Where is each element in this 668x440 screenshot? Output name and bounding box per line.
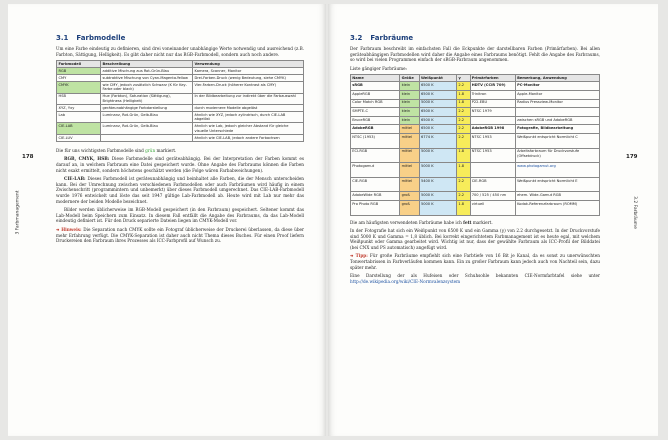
whitepoint-cell: 5000 K [419, 192, 456, 201]
bold-lead: CIE-LAB: [64, 176, 86, 182]
gamma-cell: 2.2 [457, 82, 470, 91]
table-row [57, 123, 304, 134]
name-cell: Pro Photo RGB [351, 200, 400, 215]
description-cell: geräteunabhängige Farbdarstellung [101, 105, 193, 112]
text-span: markiert. [155, 147, 177, 153]
gamma-cell: 1.8 [457, 148, 470, 163]
page-number: 179 [626, 154, 638, 160]
model-name-cell: CMY [57, 75, 101, 82]
intro-paragraph: Der Farbraum beschreibt im einfachsten Fall die Eckpunkte der darstellbaren Farben (Primärfarben). Bei allen geräteabhängigen Farbmodellen wird daher die Angabe eines Farbraums benötigt. Fehlt die Angabe des Farbraums, so wird bei vielen Programmen einfach der sRGB-Farbraum angenommen. [350, 46, 600, 63]
table-row [351, 148, 600, 163]
right-page [328, 4, 658, 436]
table-row [351, 82, 600, 91]
table-row [351, 99, 600, 108]
name-cell: Color Match RGB [351, 99, 400, 108]
gamma-cell: 2.2 [457, 116, 470, 125]
bold-note [350, 220, 600, 226]
tip-text: Für große Farbräume empfiehlt sich eine Farbtiefe von 16 Bit je Kanal, da es sonst zu unerwünschten Tonwertabrissen in Farbverläufen kommen kann. Ein zu großer Farbraum kann jedoch auch von Nachteil sein, dazu später mehr. [350, 253, 600, 270]
left-content [56, 34, 304, 247]
name-cell: BruceRGB [351, 116, 400, 125]
running-head: 3.2 Farbräume [631, 196, 637, 229]
primaries-cell: P22-EBU [470, 99, 515, 108]
remark-cell: www.photogamut.org [515, 163, 599, 178]
gamma-cell: 2.2 [457, 192, 470, 201]
table-row [351, 116, 600, 125]
size-cell: klein [400, 116, 419, 125]
primaries-cell: HDTV (CCIR 709) [470, 82, 515, 91]
primaries-cell: CIE-RGB [470, 177, 515, 192]
primaries-cell [470, 116, 515, 125]
text-span: Die für uns wichtigsten Farbmodelle sind [56, 147, 146, 153]
size-cell: mittel [400, 125, 419, 134]
hint-text: Die Separation nach CMYK sollte ein Fotograf üblicherweise der Druckerei überlassen, da diese über mehr Erfahrung verfügt. Die CMYK-Separation ist daher auch nicht Thema dieses Buches. Für einen Proof liefern Druckereien den Farbraum ihres Prozesses als ICC-Farbprofil auf Wunsch zu. [56, 226, 304, 244]
table-row [57, 134, 304, 141]
bold-lead: RGB, CMYK, HSB: [64, 156, 110, 162]
usage-cell: Vier-Farben-Druck (höherer Kontrast als CMY) [193, 82, 304, 93]
whitepoint-cell: 5000 K [419, 99, 456, 108]
section-number: 3.2 [350, 34, 363, 42]
model-name-cell: Lab [57, 112, 101, 123]
section-heading [56, 34, 304, 42]
color-space-table [350, 74, 600, 215]
description-cell: Luminanz, Rot-Grün, Gelb-Blau [101, 123, 193, 134]
table-row [57, 112, 304, 123]
remark-cell: Kodak-Referenzfarbraum (ROMM) [515, 200, 599, 215]
primaries-cell: 700 / 525 / 450 nm [470, 192, 515, 201]
text-span: Dieses Farbmodell ist geräteunabhängig und beinhaltet alle Farben, die der Mensch unterscheiden kann. Bei der Umrechnung zwischen verschiedenen Farbmodellen oder auch Farbräumen wird häufig in einem Zwischenschritt (programmintern und unbemerkt) über dieses Farbmodell umgerechnet. Das CIE-LAB-Farbmodell wurde 1976 entwickelt und löste das seit 1947 gültige Lab-Farbmodell ab. Heute wird mit Lab nur mehr das modernere der beiden Modelle bezeichnet. [56, 176, 304, 204]
whitepoint-cell: 6500 K [419, 82, 456, 91]
name-cell: ECI-RGB [351, 148, 400, 163]
arrow-icon: ➜ [56, 226, 60, 232]
model-name-cell: HSB [57, 93, 101, 104]
remark-cell: PC-Monitor [515, 82, 599, 91]
gamma-cell: 1.8 [457, 200, 470, 215]
table-row [351, 177, 600, 192]
table-row [57, 105, 304, 112]
primaries-cell: NTSC 1953 [470, 148, 515, 163]
remark-cell: zwischen sRGB und AdobeRGB [515, 116, 599, 125]
hint-box [56, 227, 304, 244]
gamma-cell: 1.8 [457, 99, 470, 108]
page-number: 178 [22, 154, 34, 160]
table-row [351, 125, 600, 134]
whitepoint-cell: 5400 K [419, 177, 456, 192]
primaries-cell: NTSC 1953 [470, 133, 515, 148]
cie-link-paragraph [350, 273, 600, 284]
size-cell: groß [400, 192, 419, 201]
description-cell: additive Mischung aus Rot-Grün-Blau [101, 68, 193, 75]
primaries-cell: NTSC 1979 [470, 108, 515, 117]
green-word: grün [145, 147, 156, 153]
gamma-cell: 2.2 [457, 177, 470, 192]
table-header-row [57, 61, 304, 68]
whitepoint-cell: 6500 K [419, 90, 456, 99]
section-number: 3.1 [56, 34, 69, 42]
whitepoint-cell: 6500 K [419, 108, 456, 117]
whitepoint-cell: 6500 K [419, 125, 456, 134]
gamma-cell: 2.2 [457, 133, 470, 148]
description-cell: wie CMY, jedoch zusätzlich Schwarz (K für Key-Farbe oder black) [101, 82, 193, 93]
remark-cell: Arbeitsfarbraum für Druckvorstufe (Offsetdruck) [515, 148, 599, 163]
gamma-cell: 2.2 [457, 125, 470, 134]
arrow-icon: ➜ [350, 253, 354, 259]
remark-cell [515, 108, 599, 117]
gamma-cell: 1.8 [457, 90, 470, 99]
table-caption: Liste gängiger Farbräume: [350, 65, 408, 71]
table-row [351, 163, 600, 178]
text-span: markiert. [471, 219, 493, 225]
rgb-cmyk-paragraph [56, 156, 304, 173]
bold-word: fett [463, 219, 472, 225]
hint-label: Hinweis: [61, 226, 82, 232]
cielab-paragraph [56, 176, 304, 204]
table-row [57, 93, 304, 104]
column-header: Name [351, 75, 400, 82]
size-cell: mittel [400, 177, 419, 192]
size-cell: klein [400, 108, 419, 117]
tip-label: Tipp: [355, 253, 368, 259]
model-name-cell: CIE-LAB [57, 123, 101, 134]
usage-cell: In der Bildbearbeitung zur indirekt über die Farbauswahl [193, 93, 304, 104]
whitepoint-cell: 5000 K [419, 148, 456, 163]
table-row [57, 75, 304, 82]
name-cell: CIE-RGB [351, 177, 400, 192]
size-cell: mittel [400, 148, 419, 163]
usage-cell: ähnlich wie Lab, jedoch gleicher Abstand für gleiche visuelle Unterschiede [193, 123, 304, 134]
usage-cell: ähnlich wie XYZ, jedoch zylindrisch, durch CIE-LAB abgelöst [193, 112, 304, 123]
color-model-table [56, 60, 304, 142]
remark-cell: Weißpunkt entspricht Normlicht E [515, 177, 599, 192]
section-title: Farbmodelle [76, 34, 126, 42]
column-header: Farbmodell [57, 61, 101, 68]
table-row [57, 82, 304, 93]
wikipedia-link[interactable]: http://de.wikipedia.org/wiki/CIE-Normvalenzsystem [350, 278, 461, 284]
table-header-row [351, 75, 600, 82]
primaries-cell [470, 163, 515, 178]
model-name-cell: RGB [57, 68, 101, 75]
remark-cell: ehem. Wide-Gamut RGB [515, 192, 599, 201]
name-cell: AdobeRGB [351, 125, 400, 134]
column-header: Bemerkung, Anwendung [515, 75, 599, 82]
table-row [351, 90, 600, 99]
column-header: Verwendung [193, 61, 304, 68]
usage-cell: ähnlich wie CIE-LAB, jedoch andere Farbachsen [193, 134, 304, 141]
description-cell: subtraktive Mischung von Cyan-Magenta-Yellow [101, 75, 193, 82]
name-cell: Photogamut [351, 163, 400, 178]
column-header: γ [457, 75, 470, 82]
whitepoint-cell: 6500 K [419, 116, 456, 125]
table-row [351, 108, 600, 117]
column-header: Weißpunkt [419, 75, 456, 82]
remark-cell: Fotografie, Bildbearbeitung [515, 125, 599, 134]
name-cell: AppleRGB [351, 90, 400, 99]
storage-paragraph: Bilder werden üblicherweise im RGB-Modell gespeichert (in den Farbraum) gespeichert. Seltener kommt das Lab-Modell beim Speichern zum Einsatz. In diesem Fall entfällt die Angabe des Farbraums, da das Lab-Modell eindeutig definiert ist. Für den Druck separierte Dateien liegen im CMYK-Modell vor. [56, 207, 304, 224]
size-cell: groß [400, 200, 419, 215]
remark-cell: Apple-Monitor [515, 90, 599, 99]
intro-paragraph: Um eine Farbe eindeutig zu definieren, sind drei voneinander unabhängige Werte notwendig und ausreichend (z.B. Farbton, Sättigung, Helligkeit). Es gibt daher nicht nur das RGB-Farbmodell, sondern auch noch andere. [56, 46, 304, 57]
whitepoint-cell: 6774 K [419, 133, 456, 148]
usage-cell: Kamera, Scanner, Monitor [193, 68, 304, 75]
whitepoint-cell: 5000 K [419, 163, 456, 178]
color-space-table-body [351, 82, 600, 215]
table-row [57, 68, 304, 75]
model-name-cell: XYZ, Yxy [57, 105, 101, 112]
name-cell: SMPTE-C [351, 108, 400, 117]
green-note [56, 148, 304, 154]
section-heading [350, 34, 600, 42]
size-cell: mittel [400, 133, 419, 148]
text-span: Die am häufigsten verwendeten Farbräume habe ich [350, 219, 464, 225]
remark-cell: Weißpunkt entspricht Normlicht C [515, 133, 599, 148]
right-content [350, 34, 600, 287]
usage-cell: durch modernere Modelle abgelöst [193, 105, 304, 112]
model-name-cell: CIE-LUV [57, 134, 101, 141]
description-cell: Hue (Farbton), Saturation (Sättigung), Brightness (Helligkeit) [101, 93, 193, 104]
column-header: Primärfarben [470, 75, 515, 82]
gamma-cell: 1.8 [457, 163, 470, 178]
model-name-cell: CMYK [57, 82, 101, 93]
table-row [351, 200, 600, 215]
size-cell: klein [400, 82, 419, 91]
size-cell: mittel [400, 163, 419, 178]
usage-cell: Drei-Farben-Druck (wenig Bedeutung, siehe CMYK) [193, 75, 304, 82]
table-row [351, 133, 600, 148]
description-cell [101, 134, 193, 141]
remark-cell: Radius Pressview-Monitor [515, 99, 599, 108]
left-page [8, 4, 326, 436]
name-cell: AdobeWide RGB [351, 192, 400, 201]
whitepoint-paragraph: In der Fotografie hat sich ein Weißpunkt von 6500 K und ein Gamma (γ) von 2.2 durchgesetzt. In der Druckvorstufe sind 5000 K und Gamma = 1,8 üblich. Bei korrekt eingerichtetem Farbmanagement ist es heute egal, mit welchem Weißpunkt oder Gamma gearbeitet wird. Wichtig ist nur, dass der gewählte Farbraum als ICC-Profil der Bilddatei (bei CNX und PS automatisch) angefügt wird. [350, 228, 600, 250]
size-cell: klein [400, 99, 419, 108]
name-cell: NTSC (1953) [351, 133, 400, 148]
whitepoint-cell: 5000 K [419, 200, 456, 215]
tip-box [350, 253, 600, 270]
column-header: Größe [400, 75, 419, 82]
primaries-cell: AdobeRGB 1998 [470, 125, 515, 134]
primaries-cell: Trinitron [470, 90, 515, 99]
running-head: 3 Farbmanagement [15, 190, 21, 235]
description-cell: Luminanz, Rot-Grün, Gelb-Blau [101, 112, 193, 123]
text-span: Eine Darstellung der als Hufeisen oder Schuhsohle bekannten CIE-Normfarbtafel siehe unter [350, 273, 600, 279]
color-model-table-body [57, 68, 304, 142]
text-span: Diese Farbmodelle sind geräteabhängig. Bei der Interpretation der Farben kommt es darauf an, in welchem Farbraum eine Datei gespeichert wurde. Ohne Angabe des Farbraums können die Farben nicht exakt ermittelt, sondern höchstens geschätzt werden (die Folge wären Farbabweichungen). [56, 156, 304, 173]
gamma-cell: 2.2 [457, 108, 470, 117]
primaries-cell: virtuell [470, 200, 515, 215]
name-cell: sRGB [351, 82, 400, 91]
column-header: Beschreibung [101, 61, 193, 68]
table-row [351, 192, 600, 201]
section-title: Farbräume [370, 34, 414, 42]
size-cell: klein [400, 90, 419, 99]
